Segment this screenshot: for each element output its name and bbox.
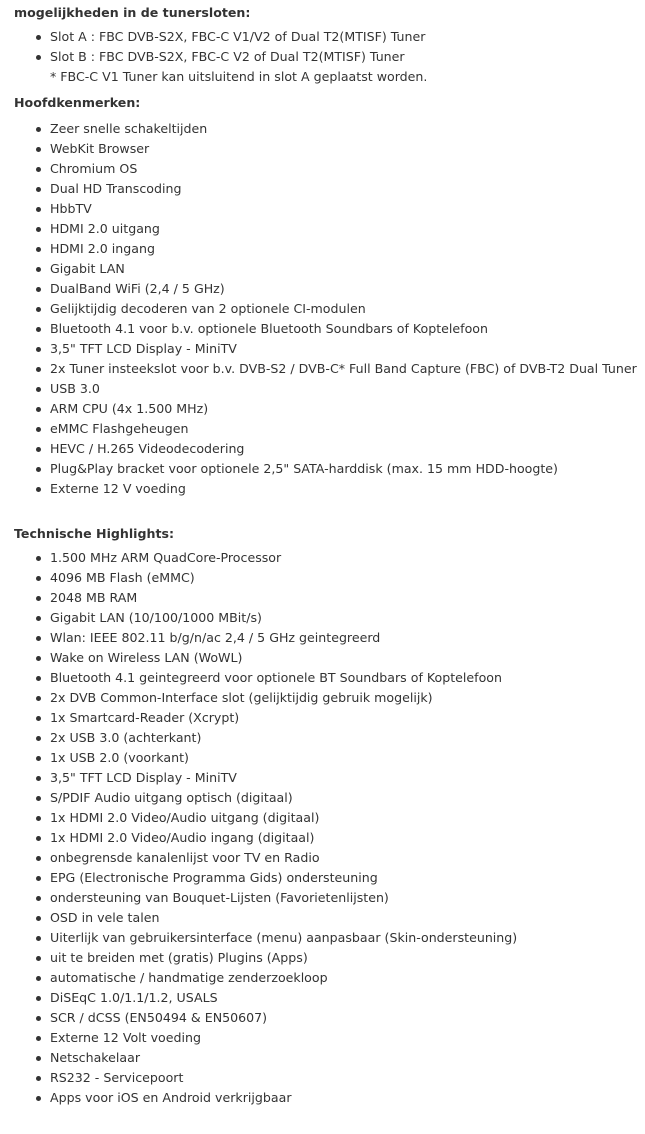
list-item: 2x DVB Common-Interface slot (gelijktijdig gebruik mogelijk) bbox=[14, 688, 645, 708]
list-item: USB 3.0 bbox=[14, 379, 645, 399]
highlights-title: Technische Highlights: bbox=[14, 526, 175, 541]
tuner-slots-list bbox=[14, 27, 645, 87]
list-item: EPG (Electronische Programma Gids) ondersteuning bbox=[14, 868, 645, 888]
list-item: Bluetooth 4.1 geintegreerd voor optionele BT Soundbars of Koptelefoon bbox=[14, 668, 645, 688]
list-item: Gelijktijdig decoderen van 2 optionele CI-modulen bbox=[14, 299, 645, 319]
list-item: HDMI 2.0 ingang bbox=[14, 239, 645, 259]
list-item: SCR / dCSS (EN50494 & EN50607) bbox=[14, 1008, 645, 1028]
list-item: Externe 12 V voeding bbox=[14, 479, 645, 499]
list-item: 1x HDMI 2.0 Video/Audio uitgang (digitaal) bbox=[14, 808, 645, 828]
list-item: Chromium OS bbox=[14, 159, 645, 179]
list-item: OSD in vele talen bbox=[14, 908, 645, 928]
list-item: ondersteuning van Bouquet-Lijsten (Favorietenlijsten) bbox=[14, 888, 645, 908]
tuner-slot-note: * FBC-C V1 Tuner kan uitsluitend in slot A geplaatst worden. bbox=[50, 69, 428, 84]
list-item: HEVC / H.265 Videodecodering bbox=[14, 439, 645, 459]
list-item: 3,5" TFT LCD Display - MiniTV bbox=[14, 339, 645, 359]
list-item: 1.500 MHz ARM QuadCore-Processor bbox=[14, 548, 645, 568]
list-item: 4096 MB Flash (eMMC) bbox=[14, 568, 645, 588]
list-item: ARM CPU (4x 1.500 MHz) bbox=[14, 399, 645, 419]
list-item: Dual HD Transcoding bbox=[14, 179, 645, 199]
features-title: Hoofdkenmerken: bbox=[14, 95, 141, 110]
list-item: onbegrensde kanalenlijst voor TV en Radio bbox=[14, 848, 645, 868]
list-item: Wlan: IEEE 802.11 b/g/n/ac 2,4 / 5 GHz geintegreerd bbox=[14, 628, 645, 648]
list-item: Plug&Play bracket voor optionele 2,5" SATA-harddisk (max. 15 mm HDD-hoogte) bbox=[14, 459, 645, 479]
list-item: Netschakelaar bbox=[14, 1048, 645, 1068]
list-item: WebKit Browser bbox=[14, 139, 645, 159]
list-item: Slot B : FBC DVB-S2X, FBC-C V2 of Dual T2(MTISF) Tuner bbox=[14, 47, 645, 67]
list-item: Slot A : FBC DVB-S2X, FBC-C V1/V2 of Dual T2(MTISF) Tuner bbox=[14, 27, 645, 47]
list-item: HDMI 2.0 uitgang bbox=[14, 219, 645, 239]
list-item: Gigabit LAN (10/100/1000 MBit/s) bbox=[14, 608, 645, 628]
list-item: Wake on Wireless LAN (WoWL) bbox=[14, 648, 645, 668]
list-item: uit te breiden met (gratis) Plugins (Apps) bbox=[14, 948, 645, 968]
list-item: RS232 - Servicepoort bbox=[14, 1068, 645, 1088]
features-list bbox=[14, 119, 645, 499]
list-item: Gigabit LAN bbox=[14, 259, 645, 279]
list-item: automatische / handmatige zenderzoekloop bbox=[14, 968, 645, 988]
list-item: 2048 MB RAM bbox=[14, 588, 645, 608]
list-item: DualBand WiFi (2,4 / 5 GHz) bbox=[14, 279, 645, 299]
list-item: 1x USB 2.0 (voorkant) bbox=[14, 748, 645, 768]
list-item: Bluetooth 4.1 voor b.v. optionele Bluetooth Soundbars of Koptelefoon bbox=[14, 319, 645, 339]
list-item: Uiterlijk van gebruikersinterface (menu) aanpasbaar (Skin-ondersteuning) bbox=[14, 928, 645, 948]
list-item: Externe 12 Volt voeding bbox=[14, 1028, 645, 1048]
list-item: HbbTV bbox=[14, 199, 645, 219]
list-item: 1x Smartcard-Reader (Xcrypt) bbox=[14, 708, 645, 728]
list-item: 2x USB 3.0 (achterkant) bbox=[14, 728, 645, 748]
list-item: 1x HDMI 2.0 Video/Audio ingang (digitaal) bbox=[14, 828, 645, 848]
list-item: Zeer snelle schakeltijden bbox=[14, 119, 645, 139]
highlights-list bbox=[14, 548, 645, 1108]
list-item: 2x Tuner insteekslot voor b.v. DVB-S2 / DVB-C* Full Band Capture (FBC) of DVB-T2 Dual Tuner bbox=[14, 359, 645, 379]
list-item: DiSEqC 1.0/1.1/1.2, USALS bbox=[14, 988, 645, 1008]
list-item: Apps voor iOS en Android verkrijgbaar bbox=[14, 1088, 645, 1108]
list-item: eMMC Flashgeheugen bbox=[14, 419, 645, 439]
list-item: 3,5" TFT LCD Display - MiniTV bbox=[14, 768, 645, 788]
tuner-slots-title: mogelijkheden in de tunersloten: bbox=[14, 5, 251, 20]
list-item: S/PDIF Audio uitgang optisch (digitaal) bbox=[14, 788, 645, 808]
